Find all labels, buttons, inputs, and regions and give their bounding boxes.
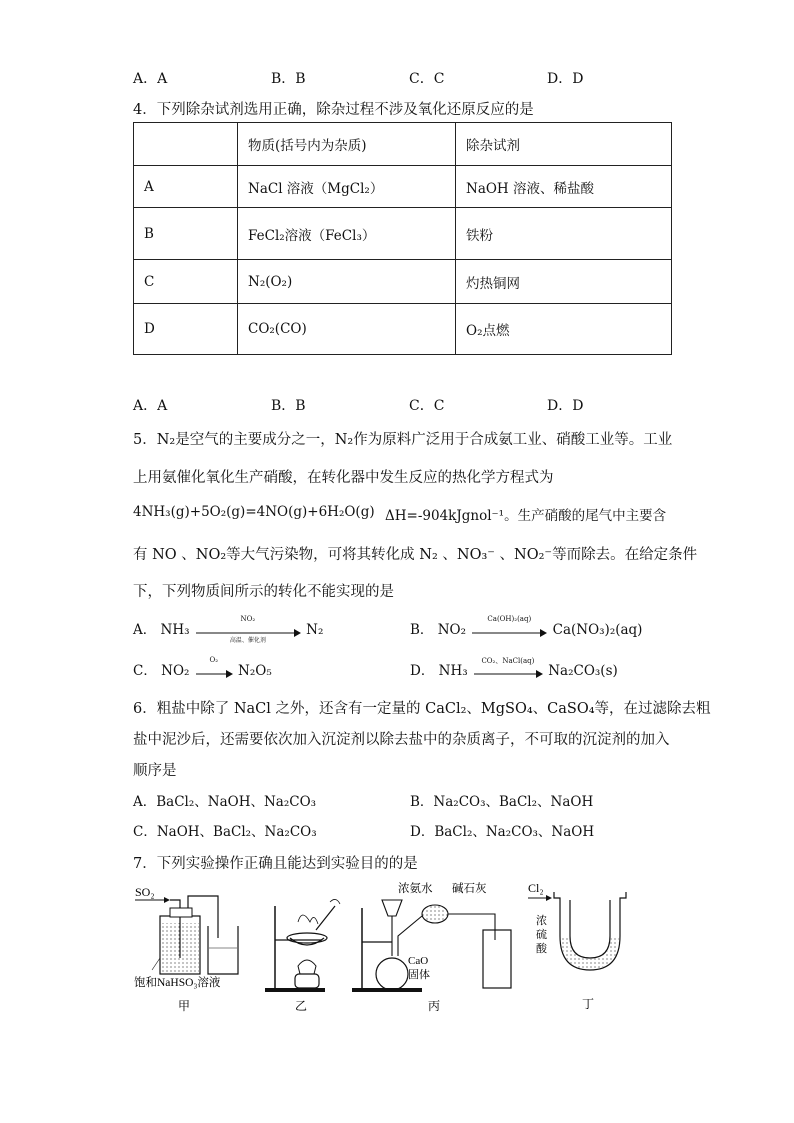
label-leader [152, 958, 160, 970]
bing-label-solid: 固体 [408, 969, 430, 981]
apparatus-ding [528, 881, 626, 1011]
row-reagent: O₂点燃 [456, 304, 672, 355]
q5-line2: 上用氨催化氧化生产硝酸，在转化器中发生反应的热化学方程式为 [133, 470, 554, 486]
q3-option-c: C．C [409, 71, 445, 87]
q5-option-a [133, 614, 324, 644]
alcohol-lamp [295, 974, 319, 988]
apparatus-jia [134, 885, 238, 1013]
reactant: NH₃ [160, 622, 190, 638]
ding-caption: 丁 [582, 997, 595, 1011]
bing-label-cao: CaO [408, 955, 429, 967]
arrow-condition-below: 高温、催化剂 [229, 636, 266, 644]
q5-option-d [410, 656, 618, 679]
q4-stem: 4．下列除杂试剂选用正确，除杂过程不涉及氧化还原反应的是 [133, 102, 534, 118]
q6-line1: 6．粗盐中除了 NaCl 之外，还含有一定量的 CaCl₂、MgSO₄、CaSO₄等，在过滤除去粗 [133, 701, 711, 717]
arrow-icon [194, 669, 234, 679]
row-substance: CO₂(CO) [238, 304, 456, 355]
bottle-stopper [170, 908, 192, 917]
jia-gas-label: SO₂ [135, 885, 155, 899]
table-row [134, 304, 672, 355]
table-header-reagent: 除杂试剂 [456, 123, 672, 166]
bing-label-soda-lime: 碱石灰 [452, 883, 487, 895]
option-label: C． [133, 663, 157, 679]
reaction-arrow [194, 655, 234, 677]
drying-bulb [422, 905, 448, 923]
reaction-arrow [470, 614, 548, 636]
table-header-substance: 物质(括号内为杂质) [238, 123, 456, 166]
row-label: B [134, 208, 238, 260]
reactant: NO₂ [437, 622, 467, 638]
q4-option-b: B．B [271, 398, 306, 414]
q5-option-b [410, 614, 643, 638]
row-label: A [134, 166, 238, 208]
iron-stand-base [265, 988, 325, 992]
option-label: A． [133, 622, 157, 638]
apparatus-bing [352, 881, 511, 1013]
table-row [134, 166, 672, 208]
inlet-arrow-head [164, 897, 170, 903]
arrow-condition-above: O₂ [209, 655, 218, 664]
q5-option-c [133, 655, 272, 679]
ding-gas-label: Cl₂ [528, 881, 544, 895]
q6-line3: 顺序是 [133, 763, 177, 779]
apparatus-figure [130, 878, 650, 1018]
q3-option-a: A．A [133, 71, 168, 87]
glass-rod [316, 906, 335, 930]
q3-option-b: B．B [271, 71, 306, 87]
row-reagent: 灼热铜网 [456, 260, 672, 304]
jia-caption: 甲 [178, 999, 191, 1013]
q4-option-c: C．C [409, 398, 445, 414]
connector-tube [398, 916, 422, 956]
row-label: C [134, 260, 238, 304]
apparatus-yi [265, 899, 340, 1013]
yi-caption: 乙 [295, 999, 308, 1013]
beaker [208, 926, 238, 974]
arrow-condition-above: NO₂ [240, 614, 256, 623]
q4-option-d: D．D [547, 398, 584, 414]
q6-option-b: B．Na₂CO₃、BaCl₂、NaOH [410, 794, 594, 810]
table-header-blank [134, 123, 238, 166]
arrow-icon [472, 669, 544, 679]
table-row [134, 260, 672, 304]
q4-option-a: A．A [133, 398, 168, 414]
dropping-funnel [382, 900, 402, 916]
q5-equation: 4NH₃(g)+5O₂(g)=4NO(g)+6H₂O(g) [133, 504, 375, 520]
row-label: D [134, 304, 238, 355]
option-label: D． [410, 663, 435, 679]
q5-line1: 5．N₂是空气的主要成分之一，N₂作为原料广泛用于合成氨工业、硝酸工业等。工业 [133, 432, 673, 448]
table-row [134, 208, 672, 260]
q6-line2: 盐中泥沙后，还需要依次加入沉淀剂以除去盐中的杂质离子，不可取的沉淀剂的加入 [133, 732, 670, 748]
ding-label-2: 硫 [536, 929, 547, 941]
ding-label-1: 浓 [536, 915, 547, 927]
q5-line5: 下，下列物质间所示的转化不能实现的是 [133, 584, 394, 600]
product: Na₂CO₃(s) [548, 663, 618, 679]
row-substance: N₂(O₂) [238, 260, 456, 304]
bing-label-ammonia: 浓氨水 [398, 883, 433, 895]
q6-option-a: A．BaCl₂、NaOH、Na₂CO₃ [133, 794, 317, 810]
jia-solution-label: 饱和NaHSO₃溶液 [134, 977, 221, 989]
arrow-condition-above: CO₂、NaCl(aq) [481, 656, 535, 665]
row-substance: NaCl 溶液（MgCl₂） [238, 166, 456, 208]
q6-option-c: C．NaOH、BaCl₂、Na₂CO₃ [133, 824, 317, 840]
product: N₂ [306, 622, 324, 638]
evaporating-dish [287, 933, 327, 943]
reaction-arrow [194, 614, 302, 644]
alcohol-lamp-flame [298, 960, 316, 974]
q5-line4: 有 NO 、NO₂等大气污染物，可将其转化成 N₂ 、NO₃⁻ 、NO₂⁻等而除去。在给定条件 [133, 547, 698, 563]
bing-caption: 丙 [428, 999, 441, 1013]
reactant: NH₃ [438, 663, 468, 679]
reactant: NO₂ [161, 663, 190, 679]
collection-bottle [483, 930, 511, 988]
option-label: B． [410, 622, 434, 638]
arrow-icon [470, 628, 548, 638]
arrow-condition-above: Ca(OH)₂(aq) [487, 614, 532, 623]
q7-stem: 7．下列实验操作正确且能达到实验目的的是 [133, 856, 418, 872]
bottle-liquid [161, 923, 199, 973]
reaction-arrow [472, 656, 544, 677]
row-reagent: NaOH 溶液、稀盐酸 [456, 166, 672, 208]
q4-table [133, 122, 672, 355]
q6-option-d: D．BaCl₂、Na₂CO₃、NaOH [410, 824, 595, 840]
vapor [298, 915, 318, 924]
q5-delta-h: ΔH=-904kJgnol⁻¹。生产硝酸的尾气中主要含 [385, 508, 667, 524]
round-flask [376, 958, 408, 990]
row-reagent: 铁粉 [456, 208, 672, 260]
product: N₂O₅ [238, 663, 272, 679]
ding-label-3: 酸 [536, 943, 547, 955]
q3-option-d: D．D [547, 71, 584, 87]
u-tube-inner [570, 900, 610, 958]
row-substance: FeCl₂溶液（FeCl₃） [238, 208, 456, 260]
delivery-tube [448, 914, 495, 940]
product: Ca(NO₃)₂(aq) [552, 622, 643, 638]
